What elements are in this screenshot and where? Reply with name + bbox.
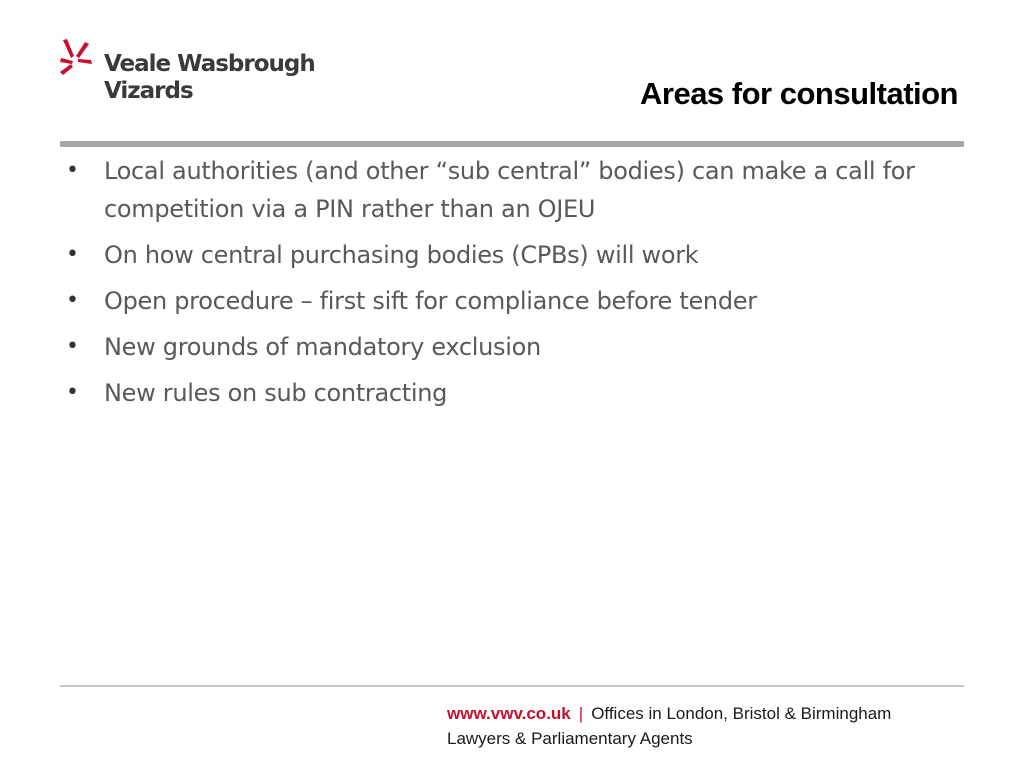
logo-line-1: Veale Wasbrough — [104, 51, 315, 77]
bullet-text: New rules on sub contracting — [104, 379, 448, 407]
bullet-icon: • — [66, 380, 79, 405]
footer-divider — [60, 685, 964, 687]
bullet-icon: • — [66, 242, 79, 267]
bullet-item — [66, 328, 946, 366]
footer-separator: | — [578, 704, 584, 723]
footer-tagline: Lawyers & Parliamentary Agents — [447, 729, 693, 748]
bullet-icon: • — [66, 288, 79, 313]
bullet-text: On how central purchasing bodies (CPBs) will work — [104, 241, 699, 269]
bullet-item — [66, 282, 946, 320]
logo-line-2: Vizards — [104, 78, 193, 104]
title-divider — [60, 141, 964, 147]
bullet-text: New grounds of mandatory exclusion — [104, 333, 541, 361]
company-logo — [58, 38, 318, 108]
bullet-list — [66, 152, 946, 420]
slide-title: Areas for consultation — [640, 76, 958, 111]
bullet-text: Open procedure – first sift for compliance before tender — [104, 287, 757, 315]
footer-offices: Offices in London, Bristol & Birmingham — [591, 704, 892, 723]
footer-line-1 — [447, 701, 967, 726]
bullet-icon: • — [66, 158, 79, 183]
bullet-icon: • — [66, 334, 79, 359]
bullet-item — [66, 374, 946, 412]
logo-starburst-icon — [58, 38, 102, 88]
logo-wordmark — [104, 51, 315, 105]
website-link[interactable]: www.vwv.co.uk — [447, 704, 571, 723]
bullet-text: Local authorities (and other “sub central” bodies) can make a call for competition via a PIN rather than an OJEU — [104, 157, 915, 223]
footer — [447, 701, 967, 751]
bullet-item — [66, 236, 946, 274]
bullet-item — [66, 152, 946, 228]
